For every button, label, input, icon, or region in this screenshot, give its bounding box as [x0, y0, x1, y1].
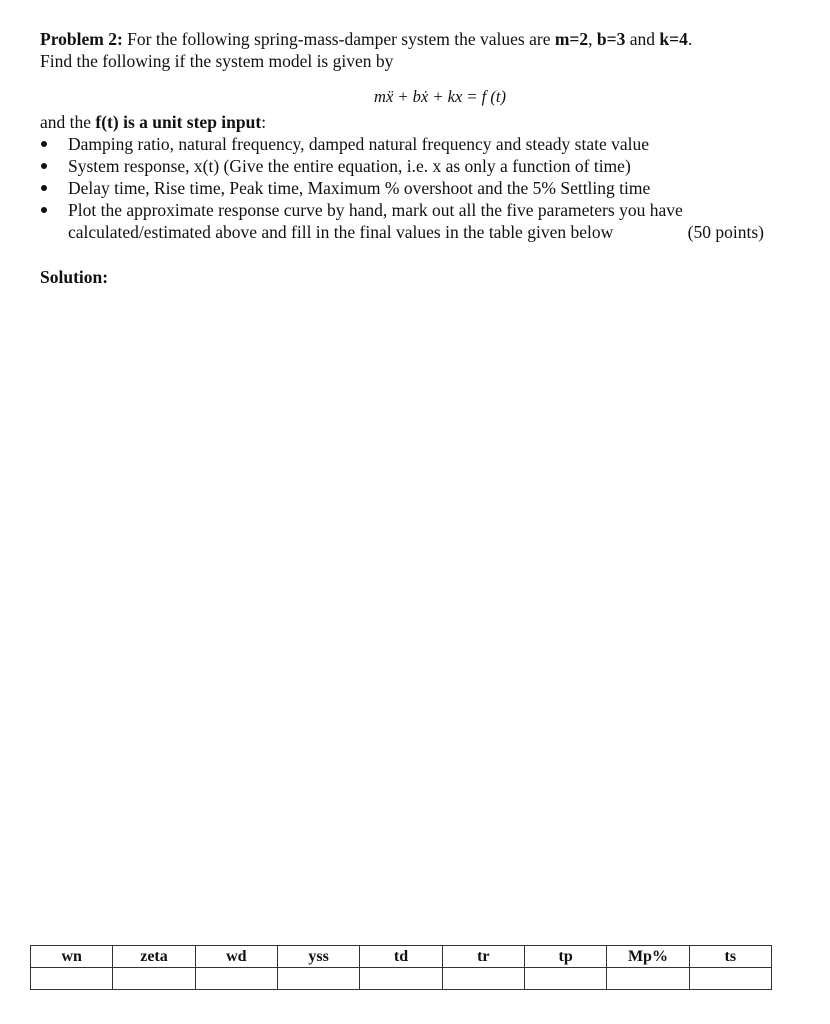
table-header-row [31, 946, 772, 968]
points-label: (50 points) [687, 222, 764, 242]
task-item-text: calculated/estimated above and fill in the final values in the table given below [68, 222, 614, 242]
table-header-cell: wn [31, 946, 113, 968]
table-answer-cell[interactable] [607, 968, 689, 990]
input-type: is a unit step input [123, 112, 262, 132]
separator: , [588, 29, 593, 49]
input-prefix: and the [40, 112, 92, 132]
problem-line-2: Find the following if the system model is given by [40, 51, 394, 71]
task-list [40, 133, 764, 243]
problem-line-1 [40, 28, 764, 50]
table-header-cell: tp [524, 946, 606, 968]
table-answer-cell[interactable] [113, 968, 195, 990]
table-answer-cell[interactable] [689, 968, 771, 990]
problem-label: Problem 2: [40, 29, 123, 49]
problem-text: For the following spring-mass-damper system the values are [127, 29, 551, 49]
task-item: Delay time, Rise time, Peak time, Maximum % overshoot and the 5% Settling time [40, 177, 764, 199]
stiffness-value: k=4 [659, 29, 688, 49]
table-answer-cell[interactable] [195, 968, 277, 990]
and-word: and [629, 29, 656, 49]
table-header-cell: yss [277, 946, 359, 968]
table-header-cell: tr [442, 946, 524, 968]
table-header-cell: ts [689, 946, 771, 968]
damping-value: b=3 [596, 29, 626, 49]
input-suffix: : [261, 112, 267, 132]
table-header-cell: td [360, 946, 442, 968]
table-answer-cell[interactable] [31, 968, 113, 990]
system-equation: mẍ + bẋ + kx = f (t) [374, 87, 506, 106]
task-item [40, 199, 764, 243]
results-table [30, 945, 772, 990]
input-function: f(t) [95, 112, 119, 132]
table-answer-cell[interactable] [442, 968, 524, 990]
task-item: System response, x(t) (Give the entire equation, i.e. x as only a function of time) [40, 155, 764, 177]
task-item-line: Plot the approximate response curve by hand, mark out all the five parameters you have [68, 200, 683, 220]
table-header-cell: wd [195, 946, 277, 968]
task-item: Damping ratio, natural frequency, damped natural frequency and steady state value [40, 133, 764, 155]
input-line [40, 111, 764, 133]
problem-statement [40, 28, 764, 72]
table-answer-row [31, 968, 772, 990]
table-answer-cell[interactable] [524, 968, 606, 990]
solution-label: Solution: [40, 267, 109, 287]
table-header-cell: zeta [113, 946, 195, 968]
table-answer-cell[interactable] [277, 968, 359, 990]
task-item-line [68, 221, 764, 243]
end-mark: . [687, 29, 693, 49]
table-header-cell: Mp% [607, 946, 689, 968]
mass-value: m=2 [554, 29, 589, 49]
table-answer-cell[interactable] [360, 968, 442, 990]
